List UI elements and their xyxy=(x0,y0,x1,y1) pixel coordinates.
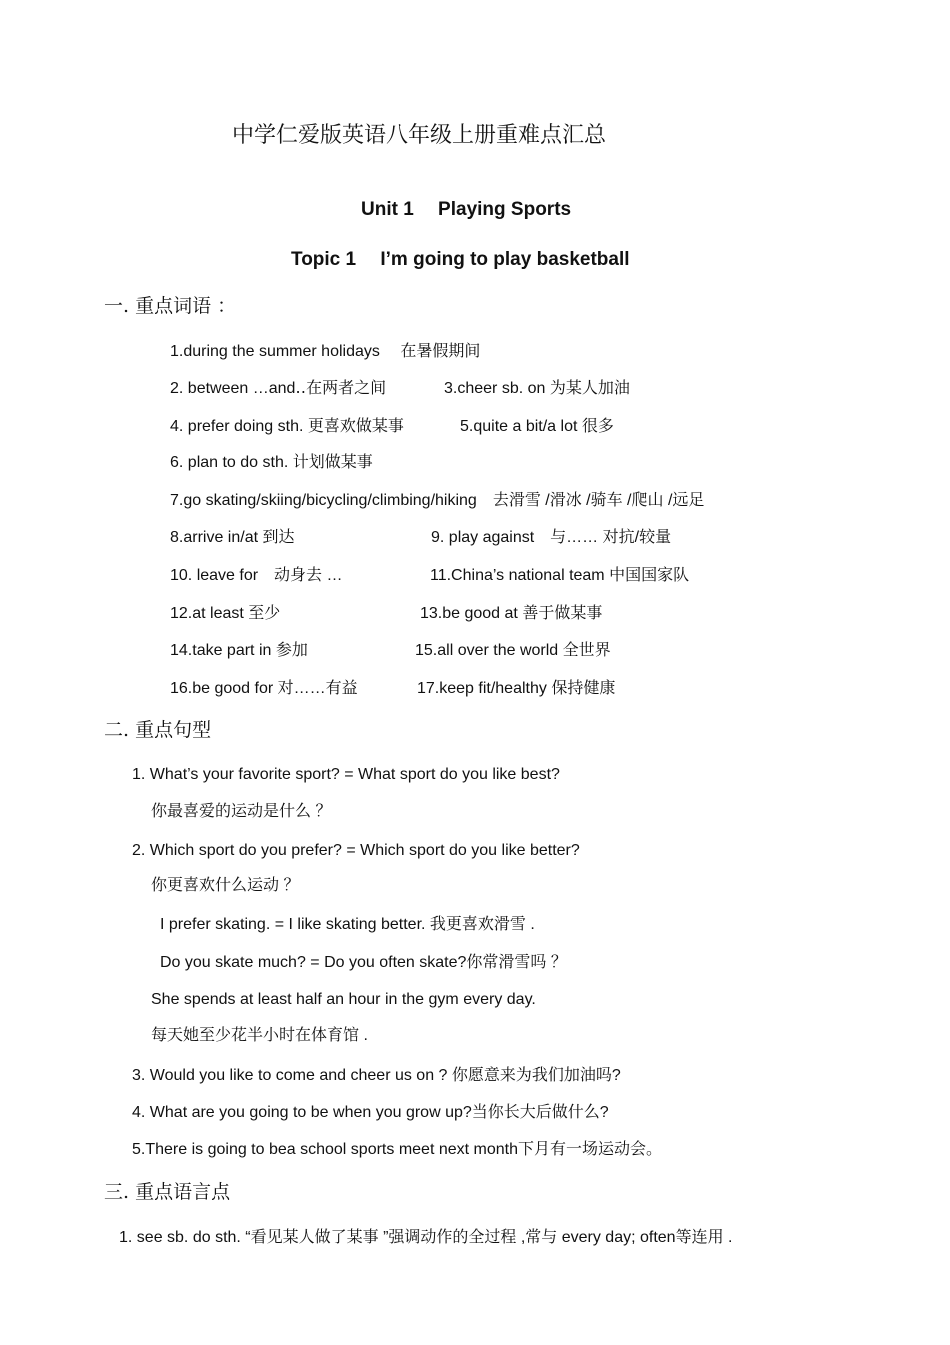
vocab-item: 3.cheer sb. on 为某人加油 xyxy=(444,380,630,397)
vocab-item: 15.all over the world 全世界 xyxy=(415,642,611,659)
vocab-item: 10. leave for 动身去 … xyxy=(170,567,343,584)
topic-heading: Topic 1 I’m going to play basketball xyxy=(291,249,630,270)
section-heading-sentences: 二. 重点句型 xyxy=(104,719,212,741)
vocab-item: 12.at least 至少 xyxy=(170,605,281,622)
vocab-item: 9. play against 与…… 对抗/较量 xyxy=(431,529,672,546)
sentence-line: 4. What are you going to be when you grow up?当你长大后做什么? xyxy=(132,1104,609,1121)
section-heading-language-points: 三. 重点语言点 xyxy=(104,1181,231,1203)
vocab-item: 11.China’s national team 中国国家队 xyxy=(430,567,690,584)
vocab-item: 2. between …and‥在两者之间 xyxy=(170,380,387,397)
sentence-line: 1. What’s your favorite sport? = What sport do you like best? xyxy=(132,766,560,783)
sentence-line: 你更喜欢什么运动 ？ xyxy=(151,877,300,894)
sentence-line: 5.There is going to bea school sports meet next month下月有一场运动会。 xyxy=(132,1141,662,1158)
vocab-item: 4. prefer doing sth. 更喜欢做某事 xyxy=(170,418,404,435)
language-point-line: 1. see sb. do sth. “看见某人做了某事 ”强调动作的全过程 ,常与 every day; often等连用 . xyxy=(119,1229,733,1246)
vocab-item: 5.quite a bit/a lot 很多 xyxy=(460,418,614,435)
vocab-item: 6. plan to do sth. 计划做某事 xyxy=(170,454,373,471)
sentence-line: I prefer skating. = I like skating better. 我更喜欢滑雪 . xyxy=(160,916,535,933)
section-heading-vocabulary: 一. 重点词语 ： xyxy=(104,295,237,317)
sentence-line: 2. Which sport do you prefer? = Which sport do you like better? xyxy=(132,842,580,859)
vocab-item: 14.take part in 参加 xyxy=(170,642,308,659)
vocab-item: 7.go skating/skiing/bicycling/climbing/hiking 去滑雪 /滑冰 /骑车 /爬山 /远足 xyxy=(170,492,705,509)
sentence-line: She spends at least half an hour in the gym every day. xyxy=(151,991,536,1008)
vocab-item: 17.keep fit/healthy 保持健康 xyxy=(417,680,616,697)
vocab-item: 13.be good at 善于做某事 xyxy=(420,605,603,622)
vocab-item: 8.arrive in/at 到达 xyxy=(170,529,295,546)
sentence-line: 3. Would you like to come and cheer us on ? 你愿意来为我们加油吗? xyxy=(132,1067,621,1084)
sentence-line: 你最喜爱的运动是什么 ？ xyxy=(151,803,332,820)
unit-heading: Unit 1 Playing Sports xyxy=(361,199,572,220)
sentence-line: Do you skate much? = Do you often skate?你常滑雪吗 ？ xyxy=(160,954,567,971)
document-title: 中学仁爱版英语八年级上册重难点汇总 xyxy=(232,123,607,148)
sentence-line: 每天她至少花半小时在体育馆 . xyxy=(151,1027,368,1044)
vocab-item: 16.be good for 对……有益 xyxy=(170,680,358,697)
vocab-item: 1.during the summer holidays 在暑假期间 xyxy=(170,343,481,360)
